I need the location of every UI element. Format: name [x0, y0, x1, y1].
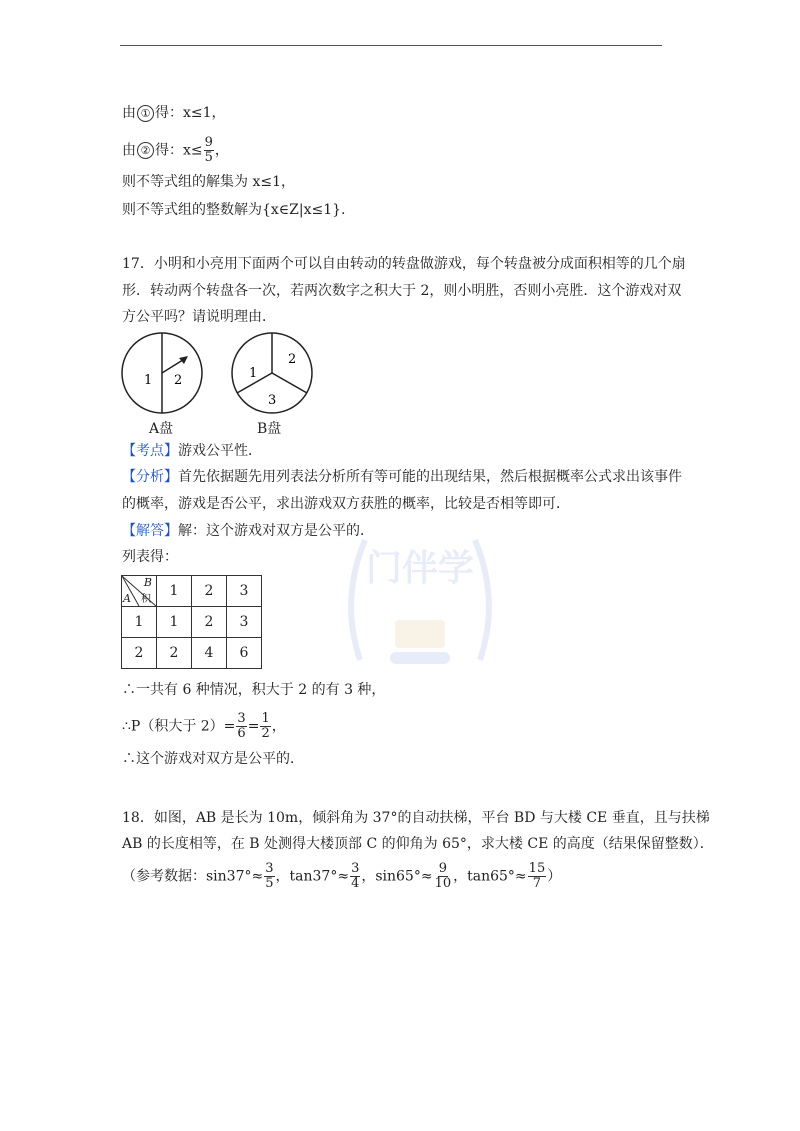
q17-line-3: 方公平吗？请说明理由．: [122, 309, 276, 325]
solution-line-1: 由 ① 得：x≤1，: [122, 105, 226, 121]
table-row: [122, 638, 262, 669]
conclusion-line-3: ∴这个游戏对双方是公平的．: [122, 751, 304, 767]
solution-line-3: 则不等式组的解集为 x≤1，: [122, 174, 295, 190]
product-table: [121, 575, 262, 669]
q18-line-1: 18．如图，AB 是长为 10m，倾斜角为 37°的自动扶梯，平台 BD 与大楼 CE 垂直，且与扶梯: [122, 810, 710, 826]
solution-line-4: 则不等式组的整数解为{x∈Z|x≤1}.: [122, 202, 346, 218]
table-header-cell: 3: [227, 576, 262, 607]
table-row: [122, 607, 262, 638]
spinner-a-sector-2: 2: [174, 373, 183, 388]
table-cell: 2: [192, 607, 227, 638]
spinner-a: [122, 333, 202, 413]
watermark-logo: [335, 510, 505, 680]
jieda-line: 【解答】解：这个游戏对双方是公平的．: [122, 523, 374, 539]
table-row-label: 2: [122, 638, 157, 669]
corner-a: A: [123, 592, 131, 605]
table-cell: 4: [192, 638, 227, 669]
corner-ji: 积: [141, 594, 151, 605]
fraction: $\frac{9}{5}$: [204, 135, 213, 165]
q18-reference-data: （参考数据：sin37°≈ $\frac{3}{5}$ ，tan37°≈ $\frac{3}{4}$ ，sin65°≈ $\frac{9}{10}$ ，tan65°≈ $\frac{15}{7}$ ）: [122, 861, 562, 891]
spinner-b-sector-1: 1: [249, 366, 258, 381]
fenxi-tag: 【分析】: [122, 469, 178, 485]
list-label: 列表得：: [122, 549, 178, 565]
watermark-text: 门伴学: [365, 548, 475, 589]
table-header-cell: 1: [157, 576, 192, 607]
fenxi-line-1: 【分析】首先依据题先用列表法分析所有等可能的出现结果，然后根据概率公式求出该事件: [122, 469, 682, 485]
table-cell: 1: [157, 607, 192, 638]
spinner-a-sector-1: 1: [144, 373, 153, 388]
conclusion-line-1: ∴一共有 6 种情况，积大于 2 的有 3 种，: [122, 682, 386, 698]
kaodian-line: 【考点】游戏公平性．: [122, 443, 262, 459]
spinner-b-label: B盘: [257, 421, 282, 437]
header-rule: [120, 45, 662, 46]
fenxi-line-2: 的概率，游戏是否公平，求出游戏双方获胜的概率，比较是否相等即可．: [122, 496, 570, 512]
table-header-row: [122, 576, 262, 607]
q17-line-1: 17．小明和小亮用下面两个可以自由转动的转盘做游戏，每个转盘被分成面积相等的几个扇: [122, 256, 686, 272]
table-cell: 3: [227, 607, 262, 638]
q17-line-2: 形．转动两个转盘各一次，若两次数字之积大于 2，则小明胜，否则小亮胜．这个游戏对双: [122, 283, 682, 299]
solution-line-2: 由 ② 得：x≤ $\frac{9}{5}$ ，: [122, 135, 229, 165]
kaodian-tag: 【考点】: [122, 443, 178, 459]
conclusion-line-2: ∴P（积大于 2）= $\frac{3}{6}$ = $\frac{1}{2}$ ，: [122, 711, 286, 741]
table-cell: 2: [157, 638, 192, 669]
table-corner-cell: [122, 576, 157, 607]
spinner-b: [232, 333, 312, 413]
spinner-a-label: A盘: [149, 421, 174, 437]
spinner-figure: [118, 332, 318, 442]
table-header-cell: 2: [192, 576, 227, 607]
jieda-tag: 【解答】: [122, 523, 178, 539]
spinner-b-sector-3: 3: [268, 393, 277, 408]
spinner-b-sector-2: 2: [288, 352, 297, 367]
q18-line-2: AB 的长度相等，在 B 处测得大楼顶部 C 的仰角为 65°，求大楼 CE 的高度（结果保留整数）．: [122, 836, 714, 852]
table-row-label: 1: [122, 607, 157, 638]
table-cell: 6: [227, 638, 262, 669]
corner-b: B: [143, 576, 152, 589]
